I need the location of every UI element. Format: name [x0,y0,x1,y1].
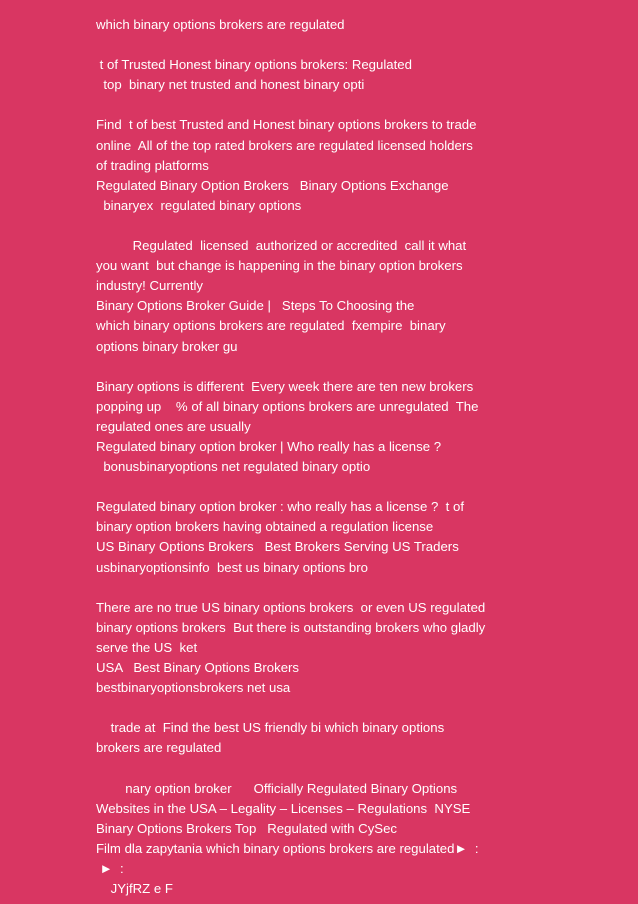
text-line: binary options brokers But there is outstanding brokers who gladly [96,619,486,635]
text-line: popping up % of all binary options brokers are unregulated The [96,398,479,414]
text-line: There are no true US binary options brokers or even US regulated [96,599,486,615]
text-line: Find t of best Trusted and Honest binary options brokers to trade [96,117,477,133]
text-line: industry! Currently [96,278,204,294]
text-line: online All of the top rated brokers are regulated licensed holders [96,137,473,153]
text-line: Binary Options Brokers Top Regulated with CySec [96,820,398,836]
text-line: Binary options is different Every week there are ten new brokers [96,378,474,394]
text-line: JYjfRZ e F [96,881,173,897]
text-line: Regulated binary option broker : who really has a license ? t of [96,499,464,515]
text-line: top binary net trusted and honest binary opti [96,77,365,93]
text-line: bestbinaryoptionsbrokers net usa [96,680,291,696]
text-line: trade at Find the best US friendly bi which binary options [96,720,445,736]
document-text [96,15,626,899]
text-line [96,578,626,598]
text-line: you want but change is happening in the binary option brokers [96,258,463,274]
text-line: ► : [96,860,124,876]
text-line: Film dla zapytania which binary options brokers are regulated► : [96,840,479,856]
text-line: regulated ones are usually [96,418,251,434]
text-line: options binary broker gu [96,338,238,354]
text-line: nary option broker Officially Regulated Binary Options [96,780,458,796]
text-line [96,758,626,778]
text-line: which binary options brokers are regulated fxempire binary [96,318,446,334]
text-line: USA Best Binary Options Brokers [96,660,300,675]
text-line: Regulated licensed authorized or accredited call it what [96,238,467,254]
text-line: bonusbinaryoptions net regulated binary optio [96,459,371,475]
text-line [96,216,626,236]
text-line: usbinaryoptionsinfo best us binary options bro [96,559,368,575]
text-line [96,698,626,718]
text-line [96,477,626,497]
text-line: binaryex regulated binary options [96,197,302,213]
text-line [96,95,626,115]
text-line: of trading platforms [96,157,209,173]
text-line: Regulated Binary Option Brokers Binary Options Exchange [96,177,449,193]
text-line: Regulated binary option broker | Who really has a license ? [96,438,442,454]
text-line: which binary options brokers are regulated [96,17,345,32]
text-line: t of Trusted Honest binary options brokers: Regulated [96,57,412,73]
text-line: Websites in the USA – Legality – Licenses – Regulations NYSE [96,800,471,816]
text-line: Binary Options Broker Guide | Steps To Choosing the [96,298,415,314]
text-line: binary option brokers having obtained a regulation license [96,519,434,535]
text-line: brokers are regulated [96,740,222,756]
text-line: US Binary Options Brokers Best Brokers Serving US Traders [96,539,459,555]
text-line [96,35,626,55]
text-line: serve the US ket [96,639,198,655]
text-line [96,357,626,377]
